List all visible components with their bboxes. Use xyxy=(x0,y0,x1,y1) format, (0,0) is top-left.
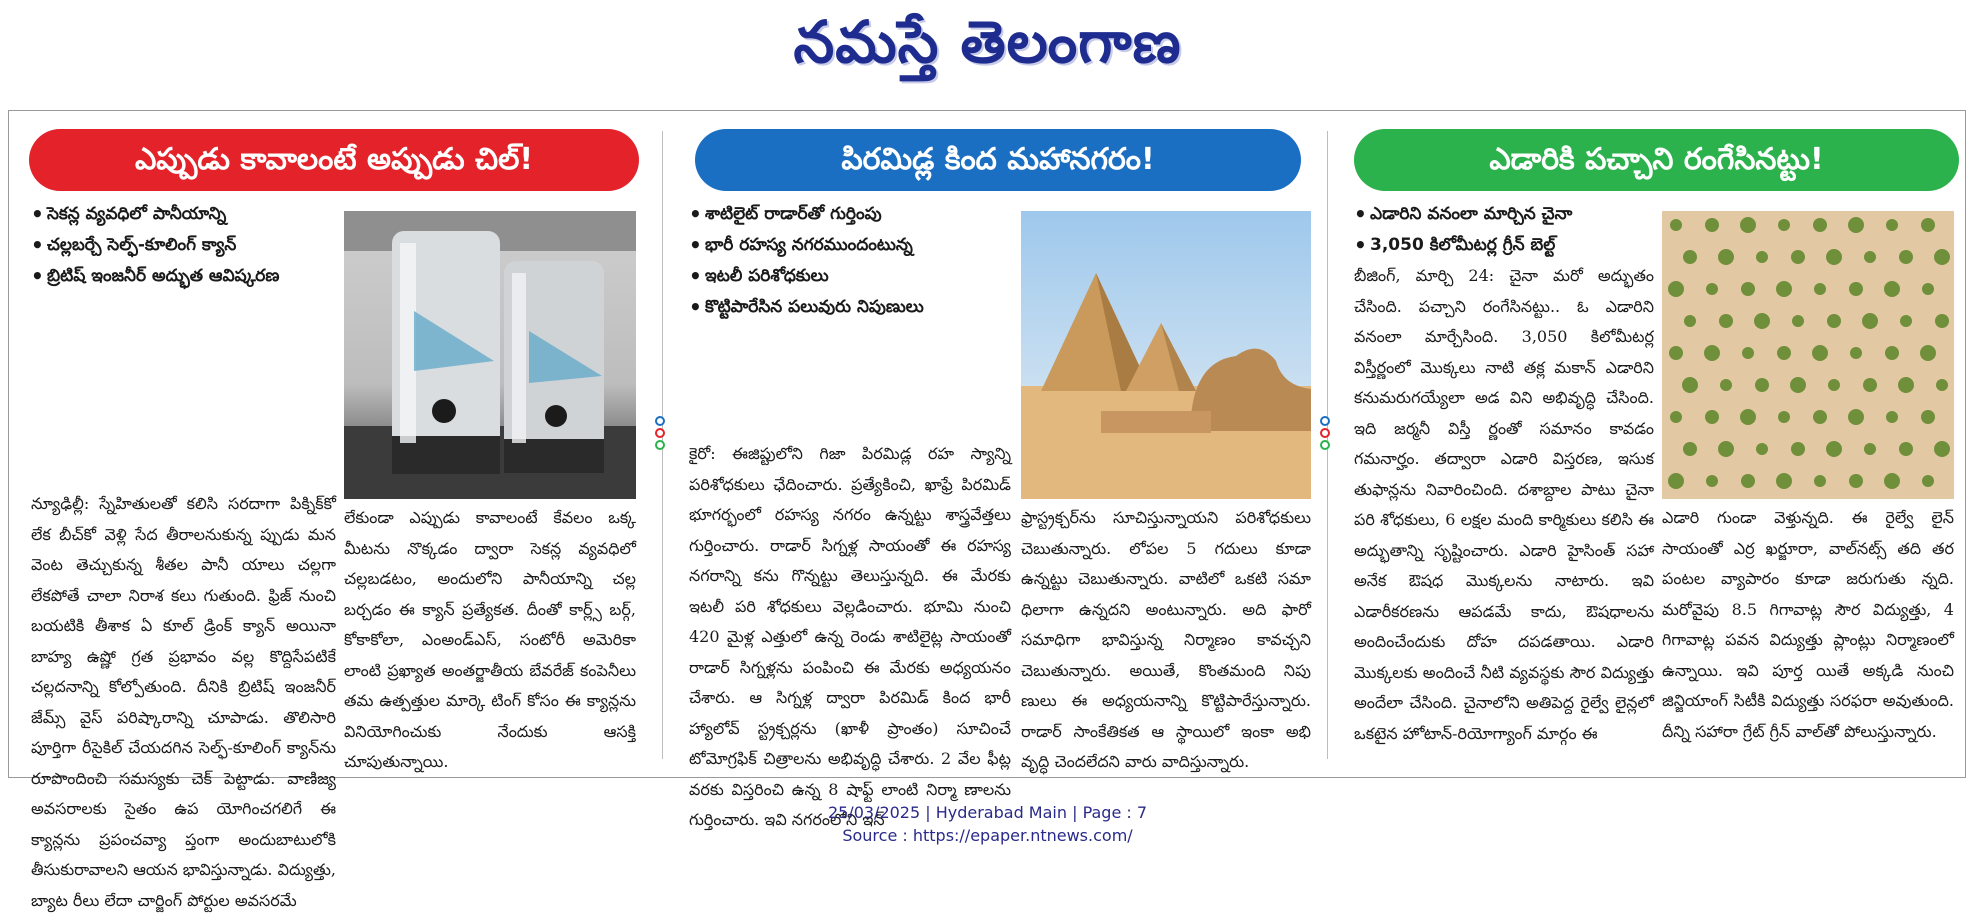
headline-banner: పిరమిడ్ల కింద మహానగరం! xyxy=(695,129,1301,191)
tree-mark xyxy=(1718,441,1734,457)
cans-illustration xyxy=(344,211,636,499)
tree-mark xyxy=(1935,314,1949,328)
subheads xyxy=(1354,199,1654,261)
tree-mark xyxy=(1827,314,1841,328)
tree-mark xyxy=(1776,281,1792,297)
tree-mark xyxy=(1814,283,1826,295)
tree-mark xyxy=(1921,218,1935,232)
tree-mark xyxy=(1899,442,1913,456)
subhead: • సెకన్ల వ్యవధిలో పానీయాన్ని xyxy=(31,199,331,230)
masthead-logo: నమస్తే తెలంగాణ xyxy=(793,8,1182,76)
subhead: • చల్లబర్చే సెల్ఫ్‌-కూలింగ్‌ క్యాన్‌ xyxy=(31,230,331,261)
subhead: • ఇటలీ పరిశోధకులు xyxy=(689,261,1004,292)
tree-mark xyxy=(1778,411,1790,423)
article-text-left: బీజింగ్‌, మార్చి 24: చైనా మరో అద్భుతం చేసింది. పచ్చాని రంగేసినట్టు.. ఓ ఎడారిని వనంలా మార్చేసింది. 3,050 కిలోమీటర్ల విస్తీర్ణంలో మొక్కలు నాటి తక్ల మకాన్‌ ఎడారిని కనుమరుగయ్యేలా అడ విని అభివృద్ధి చేసింది. ఇది జర్మనీ విస్తీ ర్ణంతో సమానం కావడం గమనార్హం. తద్వారా ఎడారి విస్తరణ, ఇసుక తుఫాన్లను నివారించింది. దశాబ్దాల పాటు చైనా పరి శోధకులు, 6 లక్షల మంది కార్మికులు కలిసి ఈ అద్భుతాన్ని సృష్టించారు. ఎడారి హైసింత్‌ సహా అనేక ఔషధ మొక్కలను నాటారు. ఇవి ఎడారీకరణను ఆపడమే కాదు, ఔషధాలను అందించేందుకు దోహ దపడతాయి. ఎడారి మొక్కలకు అందించే నీటి వ్యవస్థకు సౌర విద్యుత్తు అందేలా చేసింది. చైనాలోని అతిపెద్ద రైల్వే లైన్లలో ఒకటైన హోటాన్‌-రియోగ్యాంగ్‌ మార్గం ఈ xyxy=(1354,266,1654,743)
tree-mark xyxy=(1706,475,1718,487)
tree-mark xyxy=(1668,473,1684,489)
tree-mark xyxy=(1899,250,1913,264)
tree-mark xyxy=(1792,315,1804,327)
article-text-right: ఫ్రాస్ట్రక్చర్‌ను సూచిస్తున్నాయని పరిశోధకులు చెబుతున్నారు. లోపల 5 గదులు కూడా ఉన్నట్టు చెబుతున్నారు. వాటిలో ఒకటి సమా ధిలాగా ఉన్నదని అంటున్నారు. అది ఫారో సమాధిగా భావిస్తున్న నిర్మాణం కావచ్చని చెబుతున్నారు. అయితే, కొంతమంది నిపు ణులు ఈ అధ్యయనాన్ని కొట్టిపారేస్తున్నారు. రాడార్‌ సాంకేతికత ఆ స్థాయిలో ఇంకా అభి వృద్ధి చెందలేదని వారు వాదిస్తున్నారు. xyxy=(1021,508,1311,771)
tree-mark xyxy=(1778,219,1790,231)
tree-mark xyxy=(1922,475,1934,487)
tree-mark xyxy=(1742,347,1754,359)
column-marker xyxy=(655,416,669,452)
tree-mark xyxy=(1741,282,1755,296)
tree-mark xyxy=(1921,410,1935,424)
subhead: • భారీ రహస్య నగరముందంటున్న xyxy=(689,230,1004,261)
footer-source-line: Source : https://epaper.ntnews.com/ xyxy=(842,826,1133,845)
tree-mark xyxy=(1718,249,1734,265)
article-text-left: న్యూఢిల్లీ: స్నేహితులతో కలిసి సరదాగా పిక్నిక్‌కో లేక బీచ్‌కో వెళ్లి సేద తీరాలనుకున్న ప్పుడు మన వెంట తెచ్చుకున్న శీతల పానీ యాలు చల్లగా లేకపోతే చాలా నిరాశ కలు గుతుంది. ఫ్రిజ్‌ నుంచి బయటికి తీశాక ఏ కూల్‌ డ్రింక్‌ క్యాన్‌ అయినా బాహ్య ఉష్ణో గ్రత ప్రభావం వల్ల కొద్దిసేపటికే చల్లదనాన్ని కోల్పోతుంది. దీనికి బ్రిటిష్‌ ఇంజనీర్‌ జేమ్స్‌ వైస్‌ పరిష్కారాన్ని చూపాడు. తొలిసారి పూర్తిగా రీసైకిల్‌ చేయదగిన సెల్ఫ్‌-కూలింగ్‌ క్యాన్‌ను రూపొందించి సమస్యకు చెక్‌ పెట్టాడు. వాణిజ్య అవసరాలకు సైతం ఉప యోగించగలిగే ఈ క్యాన్లను ప్రపంచవ్యా ప్తంగా అందుబాటులోకి తీసుకురావాలని ఆయన భావిస్తున్నాడు. విద్యుత్తు, బ్యాట రీలు లేదా చార్జింగ్‌ పోర్టుల అవసరమే xyxy=(31,494,337,910)
tree-mark xyxy=(1826,441,1842,457)
headline-banner: ఎప్పుడు కావాలంటే అప్పుడు చిల్‌! xyxy=(29,129,639,191)
tree-mark xyxy=(1791,442,1805,456)
tree-mark xyxy=(1934,249,1950,265)
desert-trees-photo xyxy=(1662,211,1954,499)
column-marker xyxy=(1320,416,1334,452)
tree-mark xyxy=(1884,281,1900,297)
tree-mark xyxy=(1706,283,1718,295)
pyramids-photo xyxy=(1021,211,1311,499)
tree-mark xyxy=(1740,409,1756,425)
tree-mark xyxy=(1682,377,1698,393)
tree-mark xyxy=(1812,345,1828,361)
tree-mark xyxy=(1884,473,1900,489)
tree-mark xyxy=(1756,251,1768,263)
tree-mark xyxy=(1848,409,1864,425)
tree-mark xyxy=(1849,282,1863,296)
tree-mark xyxy=(1756,443,1768,455)
subheads xyxy=(689,199,1004,323)
tree-mark xyxy=(1813,410,1827,424)
tree-mark xyxy=(1849,474,1863,488)
tree-mark xyxy=(1719,314,1733,328)
article-text-right: లేకుండా ఎప్పుడు కావాలంటే కేవలం ఒక్క మీటను నొక్కడం ద్వారా సెకన్ల వ్యవధిలో చల్లబడటం, అందులోని పానీయాన్ని చల్ల బర్చడం ఈ క్యాన్‌ ప్రత్యేకత. దీంతో కార్ల్స్‌ బర్గ్‌, కోకాకోలా, ఎంఅండ్‌ఎస్‌, సంటోరీ అమెరికా లాంటి ప్రఖ్యాత అంతర్జాతీయ బేవరేజ్‌ కంపెనీలు తమ ఉత్పత్తుల మార్కె టింగ్‌ కోసం ఈ క్యాన్లను వినియోగించుకు నేందుకు ఆసక్తి చూపుతున్నాయి. xyxy=(344,508,636,771)
pyramids-illustration xyxy=(1021,211,1311,499)
tree-mark xyxy=(1791,250,1805,264)
tree-mark xyxy=(1826,249,1842,265)
tree-mark xyxy=(1754,313,1770,329)
subheads xyxy=(31,199,331,292)
tree-mark xyxy=(1704,345,1720,361)
tree-mark xyxy=(1705,218,1719,232)
tree-mark xyxy=(1886,219,1898,231)
tree-mark xyxy=(1898,377,1914,393)
cans-photo xyxy=(344,211,636,499)
tree-mark xyxy=(1705,410,1719,424)
subhead: • బ్రిటిష్‌ ఇంజనీర్‌ అద్భుత ఆవిష్కరణ xyxy=(31,261,331,292)
tree-mark xyxy=(1720,379,1732,391)
footer-edition-line: 25/03/2025 | Hyderabad Main | Page : 7 xyxy=(827,803,1148,822)
tree-mark xyxy=(1670,411,1682,423)
tree-mark xyxy=(1683,250,1697,264)
tree-mark xyxy=(1864,251,1876,263)
tree-mark xyxy=(1885,346,1899,360)
tree-mark xyxy=(1684,315,1696,327)
article-desert-green-belt xyxy=(1334,111,1967,777)
tree-mark xyxy=(1936,379,1948,391)
tree-mark xyxy=(1828,379,1840,391)
subhead: • ఎడారిని వనంలా మార్చిన చైనా xyxy=(1354,199,1654,230)
tree-mark xyxy=(1741,474,1755,488)
tree-mark xyxy=(1848,217,1864,233)
tree-mark xyxy=(1813,218,1827,232)
article-text-left: కైరో: ఈజిప్టులోని గిజా పిరమిడ్ల రహ స్యాన్ని పరిశోధకులు ఛేదించారు. ప్రత్యేకించి, ఖాఫ్రే పిరమిడ్‌ భూగర్భంలో రహస్య నగరం ఉన్నట్టు శాస్త్రవేత్తలు గుర్తించారు. రాడార్‌ సిగ్నళ్ల సాయంతో ఈ రహస్య నగరాన్ని కను గొన్నట్టు తెలుస్తున్నది. ఈ మేరకు ఇటలీ పరి శోధకులు వెల్లడించారు. భూమి నుంచి 420 మైళ్ల ఎత్తులో ఉన్న రెండు శాటిలైట్ల సాయంతో రాడార్‌ సిగ్నళ్లను పంపించి ఈ మేరకు అధ్యయనం చేశారు. ఆ సిగ్నళ్ల ద్వారా పిరమిడ్‌ కింద భారీ హ్యాలోవ్‌ స్ట్రక్చర్లను (ఖాళీ ప్రాంతం) సూచించే టోమోగ్రఫిక్‌ చిత్రాలను అభివృద్ధి చేశారు. 2 వేల ఫీట్ల వరకు విస్తరించి ఉన్న 8 షాఫ్ట్‌ లాంటి నిర్మా ణాలను గుర్తించారు. ఇవి నగరంలోని ఇన్‌ xyxy=(689,444,1011,829)
tree-mark xyxy=(1814,475,1826,487)
article-text-right: ఎడారి గుండా వెళ్తున్నది. ఈ రైల్వే లైన్‌ సాయంతో ఎర్ర ఖర్జూరా, వాల్‌నట్స్‌ తది తర పంటల వ్యాపారం కూడా జరుగుతు న్నది. మరోవైపు 8.5 గిగావాట్ల సౌర విద్యుత్తు, 4 గిగావాట్ల పవన విద్యుత్తు ప్లాంట్లు నిర్మాణంలో ఉన్నాయి. ఇవి పూర్త యితే అక్కడి నుంచి జిన్జియాంగ్‌ సిటీకి విద్యుత్తు సరఫరా అవుతుంది. దీన్ని సహారా గ్రేట్‌ గ్రీన్‌ వాల్‌తో పోలుస్తున్నారు. xyxy=(1662,508,1954,741)
tree-mark xyxy=(1683,442,1697,456)
subhead: • కొట్టిపారేసిన పలువురు నిపుణులు xyxy=(689,292,1004,323)
tree-mark xyxy=(1776,473,1792,489)
desert-trees-illustration xyxy=(1662,211,1954,499)
tree-mark xyxy=(1863,378,1877,392)
tree-mark xyxy=(1850,347,1862,359)
subhead: • శాటిలైట్‌ రాడార్‌తో గుర్తింపు xyxy=(689,199,1004,230)
article-self-cooling-can xyxy=(9,111,659,910)
tree-mark xyxy=(1934,441,1950,457)
subhead: • 3,050 కిలోమీటర్ల గ్రీన్‌ బెల్ట్‌ xyxy=(1354,230,1654,261)
tree-mark xyxy=(1862,313,1878,329)
tree-mark xyxy=(1790,377,1806,393)
tree-mark xyxy=(1864,443,1876,455)
tree-mark xyxy=(1777,346,1791,360)
tree-mark xyxy=(1886,411,1898,423)
tree-mark xyxy=(1922,283,1934,295)
tree-mark xyxy=(1670,219,1682,231)
tree-mark xyxy=(1755,378,1769,392)
tree-mark xyxy=(1900,315,1912,327)
headline-banner: ఎడారికి పచ్చాని రంగేసినట్టు! xyxy=(1354,129,1959,191)
tree-mark xyxy=(1668,281,1684,297)
tree-mark xyxy=(1920,345,1936,361)
tree-mark xyxy=(1740,217,1756,233)
tree-mark xyxy=(1669,346,1683,360)
